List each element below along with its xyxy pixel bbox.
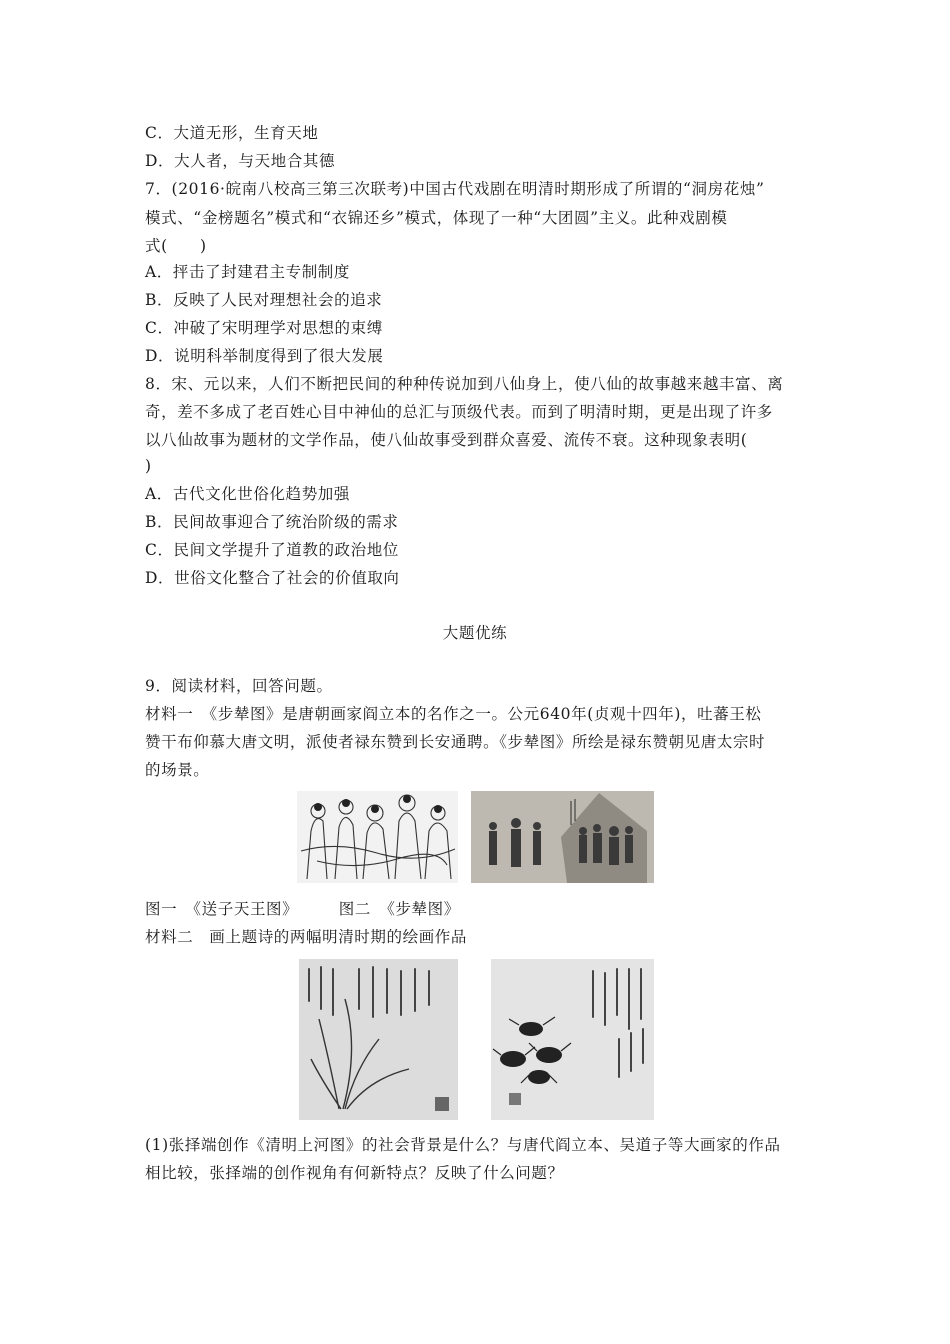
q7-option-b: B．反映了人民对理想社会的追求: [145, 291, 383, 309]
q9-material2: 材料二 画上题诗的两幅明清时期的绘画作品: [145, 928, 468, 946]
crab-painting-image: [491, 959, 654, 1120]
q8-stem-line3: 以八仙故事为题材的文学作品，使八仙故事受到群众喜爱、流传不衰。这种现象表明(: [145, 431, 748, 449]
q7-stem-line3: 式( ): [145, 237, 207, 255]
q8-option-d: D．世俗文化整合了社会的价值取向: [145, 569, 400, 587]
q6-option-c: C．大道无形，生育天地: [145, 124, 319, 142]
q8-option-b: B．民间故事迎合了统治阶级的需求: [145, 513, 399, 531]
orchid-painting-image: [299, 959, 458, 1120]
q7-stem-line2: 模式、“金榜题名”模式和“衣锦还乡”模式，体现了一种“大团圆”主义。此种戏剧模: [145, 209, 728, 227]
q9-intro: 9．阅读材料，回答问题。: [145, 677, 333, 695]
q8-option-c: C．民间文学提升了道教的政治地位: [145, 541, 399, 559]
q7-option-d: D．说明科举制度得到了很大发展: [145, 347, 384, 365]
q7-option-c: C．冲破了宋明理学对思想的束缚: [145, 319, 383, 337]
q9-sub1-line1: (1)张择端创作《清明上河图》的社会背景是什么？与唐代阎立本、吴道子等大画家的作品: [145, 1136, 781, 1154]
q9-material1-line3: 的场景。: [145, 761, 210, 779]
figure-captions: 图一 《送子天王图》 图二 《步辇图》: [145, 900, 460, 918]
q8-option-a: A．古代文化世俗化趋势加强: [145, 485, 350, 503]
q6-option-d: D．大人者，与天地合其德: [145, 152, 336, 170]
figure2-painting-image: [471, 791, 654, 883]
q8-stem-line4: ): [145, 457, 152, 475]
q8-stem-line1: 8．宋、元以来，人们不断把民间的种种传说加到八仙身上，使八仙的故事越来越丰富、离: [145, 375, 784, 393]
q9-sub1-line2: 相比较，张择端的创作视角有何新特点？反映了什么问题？: [145, 1164, 564, 1182]
figure1-painting-image: [297, 791, 458, 883]
q9-material1-line2: 赞干布仰慕大唐文明，派使者禄东赞到长安通聘。《步辇图》所绘是禄东赞朝见唐太宗时: [145, 733, 766, 751]
section-title: 大题优练: [442, 624, 508, 642]
q7-option-a: A．抨击了封建君主专制制度: [145, 263, 350, 281]
q8-stem-line2: 奇，差不多成了老百姓心目中神仙的总汇与顶级代表。而到了明清时期，更是出现了许多: [145, 403, 773, 421]
q9-material1-line1: 材料一 《步辇图》是唐朝画家阎立本的名作之一。公元640年(贞观十四年)，吐蕃王松: [145, 705, 762, 723]
q7-stem-line1: 7．(2016·皖南八校高三第三次联考)中国古代戏剧在明清时期形成了所谓的“洞房花烛”: [145, 180, 765, 198]
